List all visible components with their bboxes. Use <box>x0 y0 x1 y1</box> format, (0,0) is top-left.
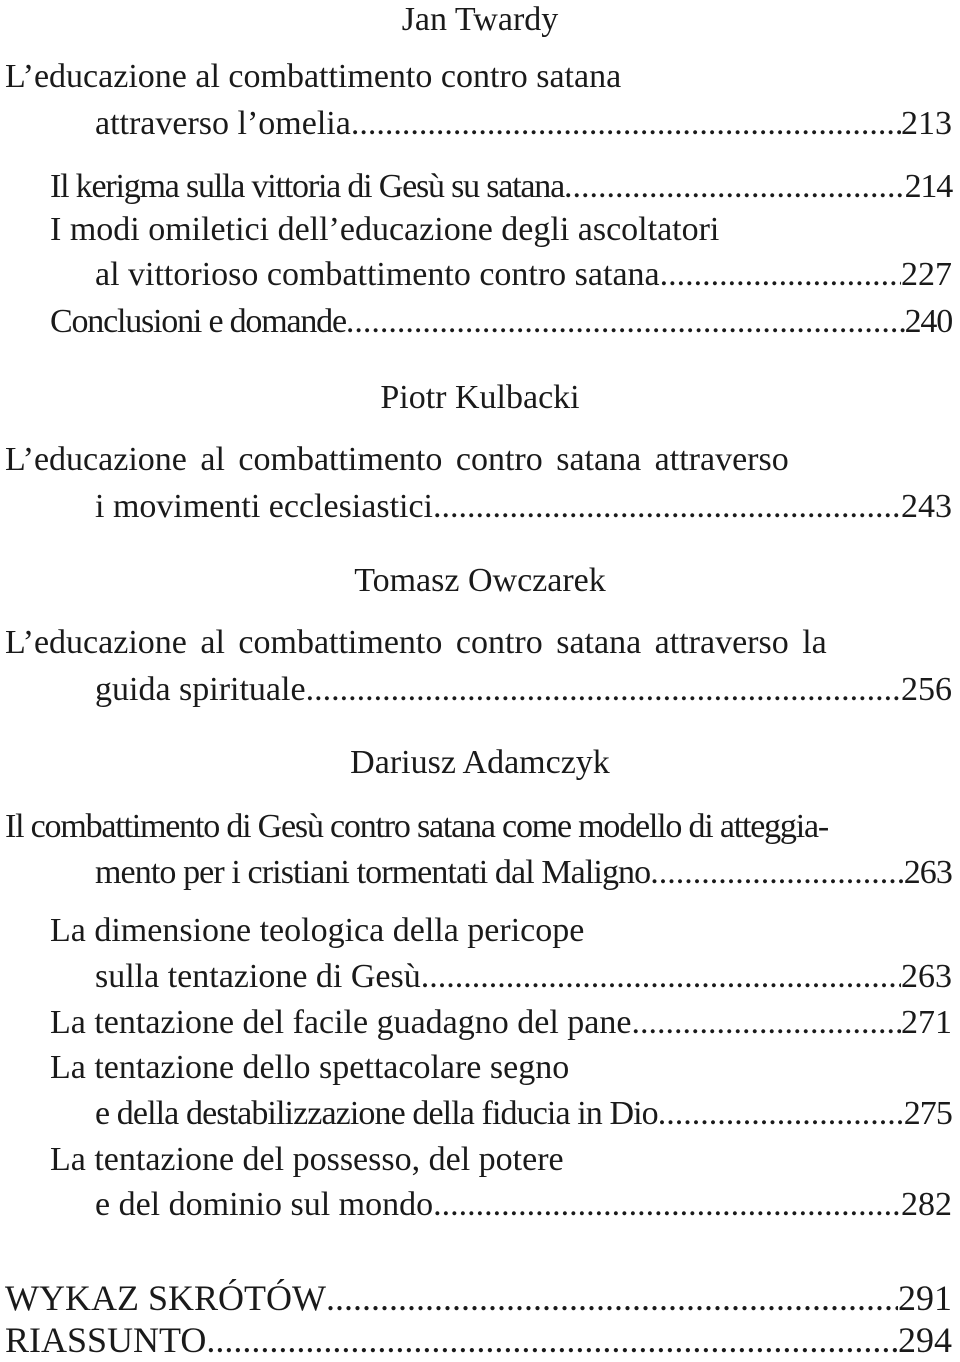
page-number: 282 <box>901 1186 952 1223</box>
page-number: 275 <box>903 1095 952 1132</box>
toc-entry <box>95 1094 952 1134</box>
dot-leader <box>658 1094 904 1134</box>
toc-entry-title: Conclusioni e domande <box>50 303 346 340</box>
toc-entry <box>95 487 952 527</box>
dot-leader <box>326 1278 898 1318</box>
toc-entry-title: I modi omiletici dell’educazione degli ascoltatori <box>50 211 720 248</box>
author-name: Dariusz Adamczyk <box>350 744 610 781</box>
toc-entry <box>95 1185 952 1225</box>
page-number: 263 <box>903 854 952 891</box>
toc-entry-title: i movimenti ecclesiastici <box>95 488 434 525</box>
toc-entry <box>50 167 952 207</box>
dot-leader <box>306 670 901 710</box>
toc-entry-title: Il combattimento di Gesù contro satana come modello di atteggia- <box>5 808 828 845</box>
dot-leader <box>564 167 905 207</box>
page-number: 213 <box>901 105 952 142</box>
author-name: Piotr Kulbacki <box>380 379 580 416</box>
toc-entry-title: e della destabilizzazione della fiducia in Dio <box>95 1095 658 1132</box>
toc-entry-appendix <box>5 1320 952 1360</box>
toc-entry <box>95 255 952 295</box>
author-name: Tomasz Owczarek <box>354 562 606 599</box>
dot-leader <box>660 255 901 295</box>
toc-entry-appendix <box>5 1278 952 1318</box>
toc-entry-title: al vittorioso combattimento contro satana <box>95 256 660 293</box>
toc-entry <box>50 302 952 342</box>
dot-leader <box>632 1003 902 1043</box>
toc-entry-title: L’educazione al combattimento contro satana attraverso la <box>5 624 827 661</box>
toc-entry-title: attraverso l’omelia <box>95 105 351 142</box>
toc-entry-title: La tentazione del facile guadagno del pane <box>50 1004 632 1041</box>
toc-entry-title: sulla tentazione di Gesù <box>95 958 421 995</box>
toc-entry-title: La tentazione dello spettacolare segno <box>50 1049 570 1086</box>
dot-leader <box>421 957 901 997</box>
dot-leader <box>346 302 905 342</box>
toc-entry-title: La tentazione del possesso, del potere <box>50 1141 564 1178</box>
toc-entry-title: La dimensione teologica della pericope <box>50 912 585 949</box>
page-number: 214 <box>904 168 952 205</box>
page-number: 240 <box>904 303 952 340</box>
toc-entry-title: guida spirituale <box>95 671 306 708</box>
toc-entry-title: WYKAZ SKRÓTÓW <box>5 1278 326 1318</box>
page-number: 294 <box>898 1320 952 1360</box>
toc-entry-title: Il kerigma sulla vittoria di Gesù su satana <box>50 168 564 205</box>
toc-entry <box>95 670 952 710</box>
dot-leader <box>206 1320 898 1360</box>
page-number: 227 <box>901 256 952 293</box>
author-name: Jan Twardy <box>401 1 559 38</box>
dot-leader <box>650 853 903 893</box>
toc-entry-title: L’educazione al combattimento contro satana <box>5 58 622 95</box>
toc-entry <box>95 104 952 144</box>
page-number: 271 <box>901 1004 952 1041</box>
toc-entry <box>95 853 952 893</box>
page-number: 291 <box>898 1278 952 1318</box>
page-number: 256 <box>901 671 952 708</box>
toc-entry <box>50 1003 952 1043</box>
page-number: 243 <box>901 488 952 525</box>
dot-leader <box>433 487 901 527</box>
toc-entry-title: L’educazione al combattimento contro satana attraverso <box>5 441 789 478</box>
dot-leader <box>433 1185 901 1225</box>
toc-entry-title: RIASSUNTO <box>5 1320 207 1360</box>
page-number: 263 <box>901 958 952 995</box>
toc-entry <box>95 957 952 997</box>
toc-entry-title: mento per i cristiani tormentati dal Maligno <box>95 854 651 891</box>
toc-entry-title: e del dominio sul mondo <box>95 1186 434 1223</box>
dot-leader <box>351 104 901 144</box>
